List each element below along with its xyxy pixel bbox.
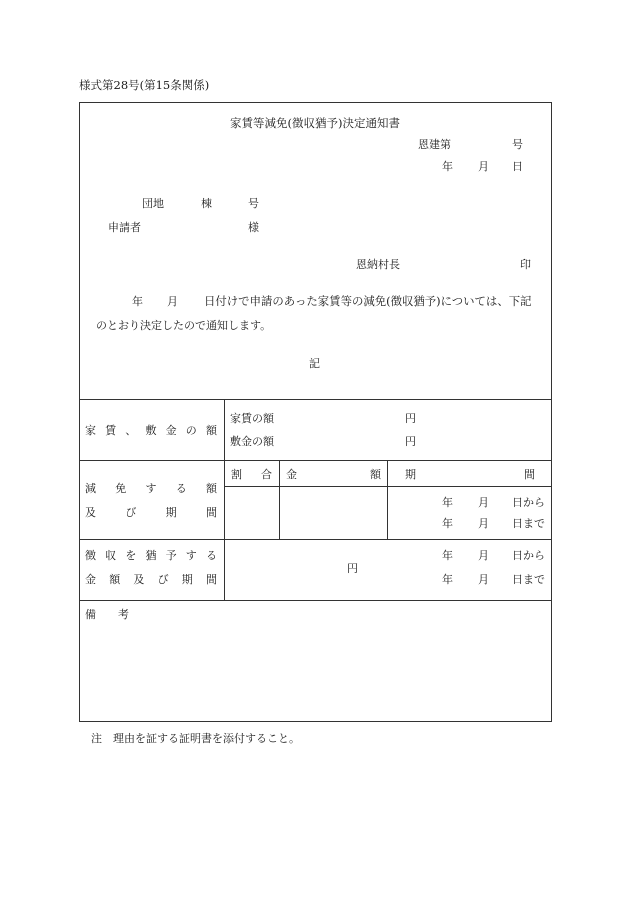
body-year: 年 — [132, 295, 143, 308]
reduction-from-year: 年 — [442, 496, 453, 509]
deferral-until-year: 年 — [442, 573, 453, 586]
reduction-until-day: 日まで — [512, 517, 545, 530]
amount-column-line — [387, 460, 388, 539]
deferral-until-month: 月 — [478, 573, 489, 586]
row3-label-line2: 金 額 及 び 期 間 — [85, 573, 217, 586]
ref-suffix: 号 — [512, 138, 523, 151]
applicant-label: 申請者 — [108, 221, 141, 234]
deferral-until-day: 日まで — [512, 573, 545, 586]
body-line-1: 日付けで申請のあった家賃等の減免(徴収猶予)については、下記 — [204, 294, 532, 308]
row2-label-line2: 及 び 期 間 — [85, 506, 217, 519]
room-number-label: 号 — [248, 197, 259, 210]
reduction-from-month: 月 — [478, 496, 489, 509]
deferral-from-year: 年 — [442, 549, 453, 562]
deposit-label: 敷金の額 — [230, 435, 274, 448]
remarks-label: 備 考 — [85, 608, 129, 621]
reduction-until-year: 年 — [442, 517, 453, 530]
form-frame — [79, 102, 552, 722]
deposit-yen: 円 — [405, 435, 416, 448]
date-day: 日 — [512, 160, 523, 173]
row2-label-line1: 減 免 す る 額 — [85, 482, 217, 495]
amount-header: 金 額 — [286, 468, 381, 481]
table-top-line — [79, 399, 552, 400]
row-divider-2 — [79, 539, 552, 540]
body-month: 月 — [167, 295, 178, 308]
ki-heading: 記 — [309, 357, 320, 370]
deferral-from-day: 日から — [512, 549, 545, 562]
building-label: 棟 — [201, 197, 212, 210]
deferral-yen: 円 — [347, 562, 358, 575]
document-title: 家賃等減免(徴収猶予)決定通知書 — [230, 116, 400, 130]
reduction-until-month: 月 — [478, 517, 489, 530]
row-divider-1 — [79, 460, 552, 461]
row-divider-3 — [79, 600, 552, 601]
reduction-from-day: 日から — [512, 496, 545, 509]
row1-label: 家 賃 、 敷 金 の 額 — [85, 424, 217, 437]
row3-label-line1: 徴 収 を 猶 予 す る — [85, 549, 217, 562]
period-header: 期 間 — [405, 468, 535, 481]
seal-mark: 印 — [520, 258, 531, 271]
column-header-line — [224, 486, 552, 487]
ratio-column-line — [279, 460, 280, 539]
rent-label: 家賃の額 — [230, 412, 274, 425]
ref-prefix: 恩建第 — [418, 138, 451, 151]
ratio-header: 割 合 — [231, 468, 272, 481]
issuer-name: 恩納村長 — [356, 258, 400, 271]
footnote: 注 理由を証する証明書を添付すること。 — [91, 732, 300, 745]
form-id: 様式第28号(第15条関係) — [79, 78, 210, 92]
date-month: 月 — [478, 160, 489, 173]
body-line-2: のとおり決定したので通知します。 — [96, 319, 272, 332]
date-year: 年 — [442, 160, 453, 173]
deferral-from-month: 月 — [478, 549, 489, 562]
danchi-label: 団地 — [142, 197, 164, 210]
honorific-label: 様 — [248, 221, 259, 234]
rent-yen: 円 — [405, 412, 416, 425]
label-column-line — [224, 399, 225, 600]
